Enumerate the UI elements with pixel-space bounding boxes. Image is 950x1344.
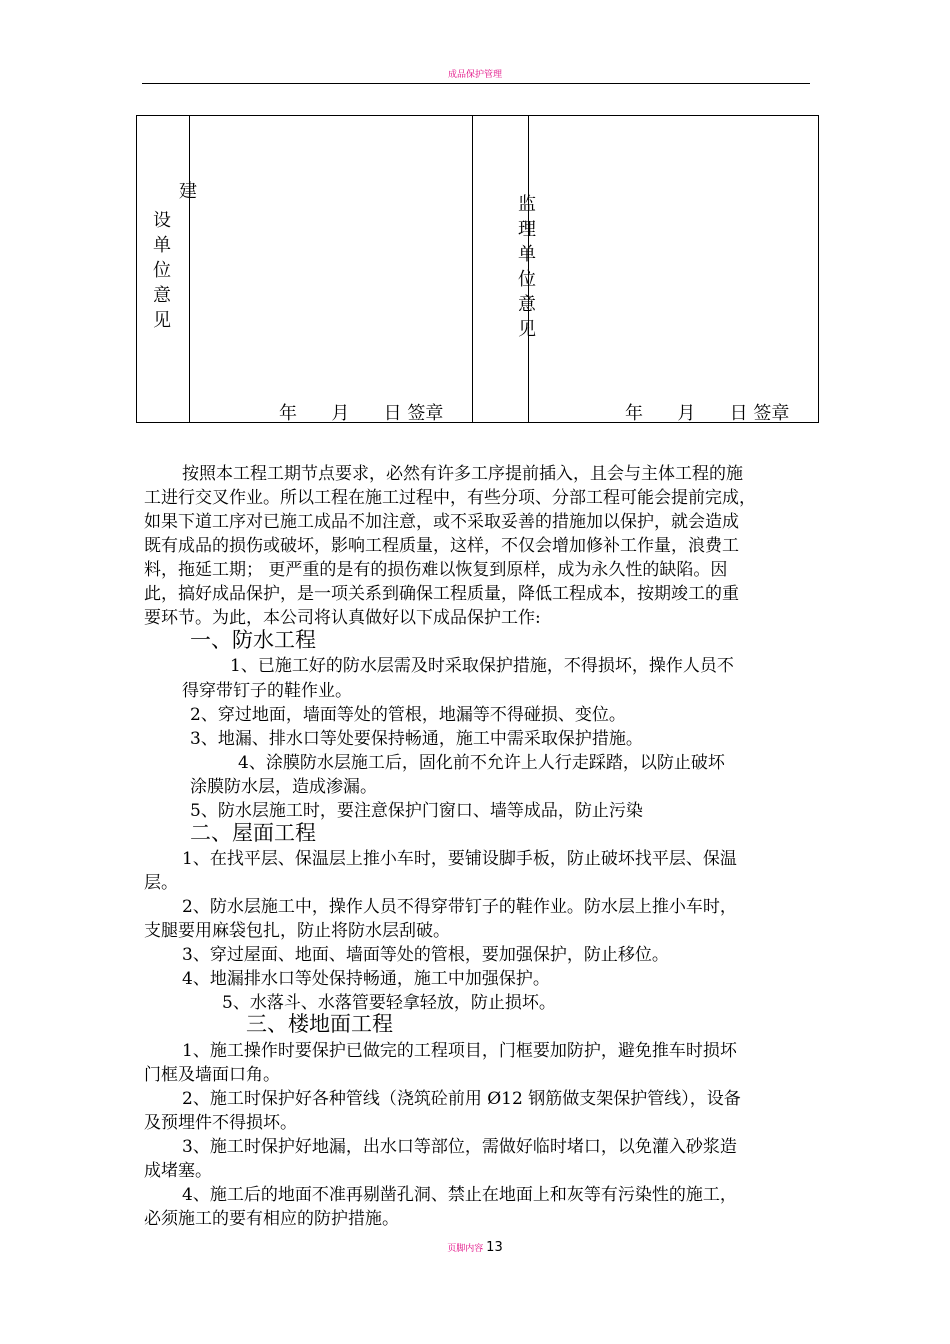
table-divider-2 — [472, 116, 473, 422]
section-line: 及预埋件不得损坏。 — [144, 1113, 297, 1133]
section-line: 成堵塞。 — [144, 1161, 212, 1181]
intro-line: 此，搞好成品保护，是一项关系到确保工程质量，降低工程成本，按期竣工的重 — [144, 584, 739, 604]
section-line: 层。 — [144, 873, 178, 893]
right-label: 监理单位意见 — [518, 194, 536, 340]
section-line: 得穿带钉子的鞋作业。 — [182, 681, 352, 701]
section-heading: 三、楼地面工程 — [246, 1012, 393, 1036]
section-line: 5、水落斗、水落管要轻拿轻放，防止损坏。 — [222, 993, 556, 1013]
section-line: 3、穿过屋面、地面、墙面等处的管根，要加强保护，防止移位。 — [182, 945, 669, 965]
section-line: 3、施工时保护好地漏，出水口等部位，需做好临时堵口，以免灌入砂浆造 — [182, 1137, 737, 1157]
section-heading: 一、防水工程 — [190, 628, 316, 652]
intro-line: 工进行交叉作业。所以工程在施工过程中，有些分项、分部工程可能会提前完成， — [144, 488, 756, 508]
right-signature-line: 年 月 日 签章 — [625, 403, 790, 424]
section-line: 4、地漏排水口等处保持畅通，施工中加强保护。 — [182, 969, 550, 989]
section-line: 2、穿过地面，墙面等处的管根，地漏等不得碰损、变位。 — [190, 705, 626, 725]
section-line: 3、地漏、排水口等处要保持畅通，施工中需采取保护措施。 — [190, 729, 643, 749]
table-divider-1 — [189, 116, 190, 422]
page-header-title: 成品保护管理 — [447, 70, 502, 80]
left-label: 设单位意见 — [153, 210, 171, 331]
section-line: 门框及墙面口角。 — [144, 1065, 280, 1085]
section-line: 必须施工的要有相应的防护措施。 — [144, 1209, 399, 1229]
section-line: 涂膜防水层，造成渗漏。 — [190, 777, 377, 797]
section-line: 2、防水层施工中，操作人员不得穿带钉子的鞋作业。防水层上推小车时， — [182, 897, 737, 917]
left-signature-line: 年 月 日 签章 — [279, 403, 444, 424]
section-line: 1、已施工好的防水层需及时采取保护措施，不得损坏，操作人员不 — [230, 656, 734, 676]
section-line: 1、施工操作时要保护已做完的工程项目，门框要加防护，避免推车时损坏 — [182, 1041, 737, 1061]
approval-table — [136, 115, 819, 423]
section-line: 4、施工后的地面不准再剔凿孔洞、禁止在地面上和灰等有污染性的施工， — [182, 1185, 737, 1205]
section-line: 支腿要用麻袋包扎，防止将防水层刮破。 — [144, 921, 450, 941]
intro-line: 要环节。为此，本公司将认真做好以下成品保护工作: — [144, 608, 541, 628]
page-footer — [0, 1240, 950, 1255]
header-divider — [142, 83, 810, 84]
section-heading: 二、屋面工程 — [190, 821, 316, 845]
intro-line: 如果下道工序对已施工成品不加注意，或不采取妥善的措施加以保护，就会造成 — [144, 512, 739, 532]
intro-line: 按照本工程工期节点要求，必然有许多工序提前插入，且会与主体工程的施 — [182, 464, 743, 484]
left-label-partial: 建 — [179, 181, 197, 202]
page-number: 13 — [486, 1240, 503, 1255]
section-line: 4、涂膜防水层施工后，固化前不允许上人行走踩踏，以防止破坏 — [238, 753, 725, 773]
intro-line: 料，拖延工期； 更严重的是有的损伤难以恢复到原样，成为永久性的缺陷。因 — [144, 560, 728, 580]
section-line: 2、施工时保护好各种管线（浇筑砼前用 Ø12 钢筋做支架保护管线），设备 — [182, 1089, 741, 1109]
section-line: 5、防水层施工时，要注意保护门窗口、墙等成品，防止污染 — [190, 801, 643, 821]
footer-label: 页脚内容 — [447, 1244, 484, 1254]
section-line: 1、在找平层、保温层上推小车时，要铺设脚手板，防止破坏找平层、保温 — [182, 849, 737, 869]
intro-line: 既有成品的损伤或破坏，影响工程质量，这样，不仅会增加修补工作量，浪费工 — [144, 536, 739, 556]
